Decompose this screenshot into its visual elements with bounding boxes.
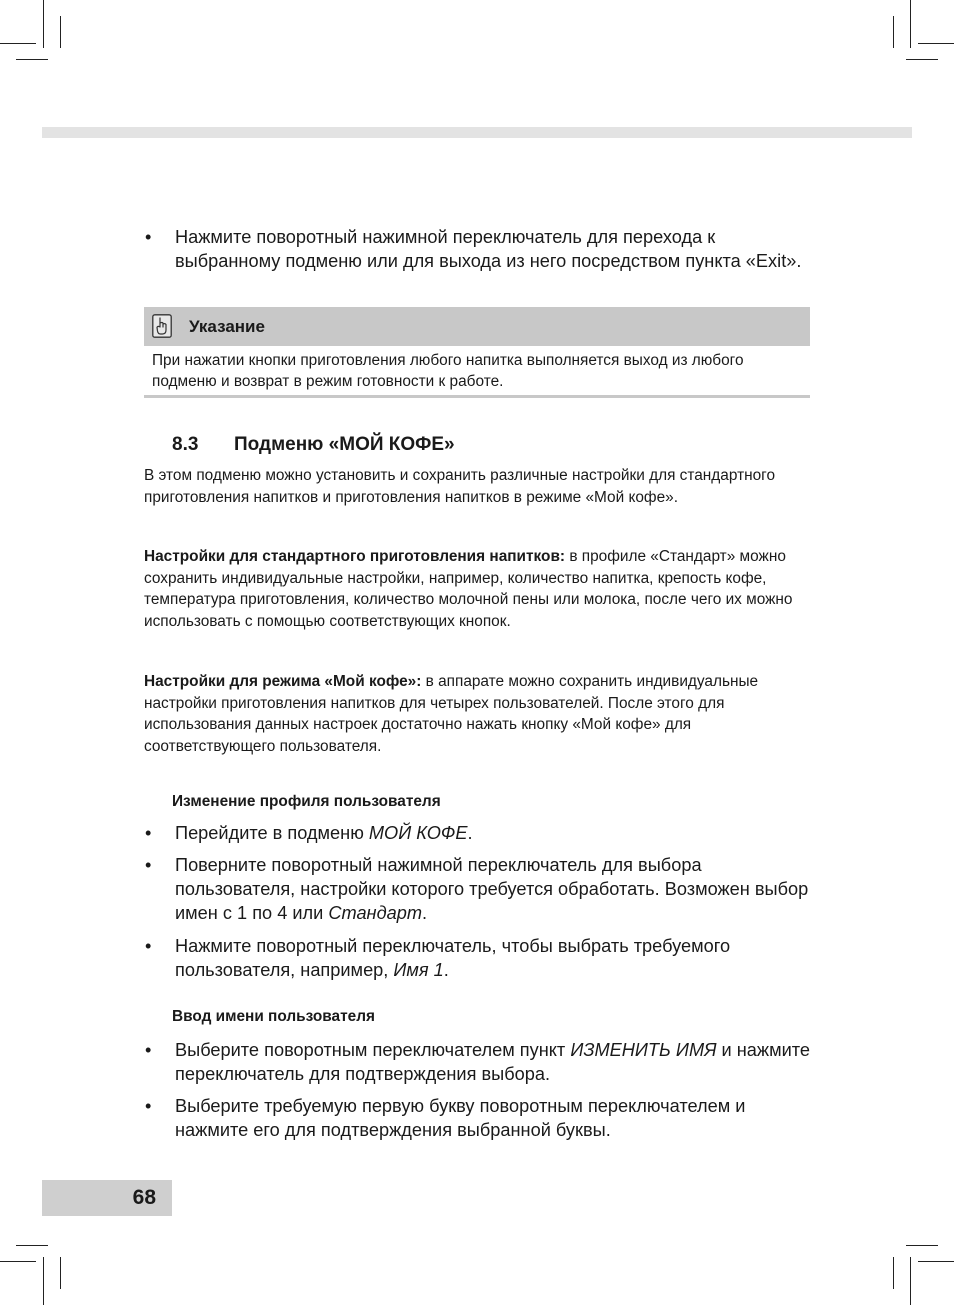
mycoffee-settings-paragraph xyxy=(144,671,810,757)
crop-mark xyxy=(893,16,894,48)
bullet-marker: • xyxy=(145,1040,152,1060)
standard-settings-text: в профиле «Стандарт» можно сохранить индивидуальные настройки, например, количество напитка, крепость кофе, температура приготовления, количество молочной пены или молока, после чего их можно использовать с помощью соответствующих кнопок. xyxy=(144,548,793,630)
standard-settings-label: Настройки для стандартного приготовления напитков: xyxy=(144,548,566,565)
intro-paragraph: В этом подменю можно установить и сохранить различные настройки для стандартного приготовления напитков и приготовления напитков в режиме «Мой кофе». xyxy=(144,467,776,506)
crop-mark xyxy=(918,1261,954,1262)
bullet-marker: • xyxy=(145,855,152,875)
page-number-box xyxy=(42,1180,172,1216)
bullet-first-letter xyxy=(145,1094,811,1142)
name-entry-heading: Ввод имени пользователя xyxy=(172,1008,375,1025)
section-title: Подменю «МОЙ КОФЕ» xyxy=(234,434,455,455)
bullet-text: Нажмите поворотный нажимной переключатель для перехода к выбранному подменю или для выхода из него посредством пункта «Exit». xyxy=(175,227,802,271)
hand-pointing-icon xyxy=(152,314,172,338)
bullet-text: Поверните поворотный нажимной переключатель для выбора пользователя, настройки которого требуется обработать. Возможен выбор имен с 1 по 4 или Стандарт. xyxy=(175,855,809,923)
profile-heading: Изменение профиля пользователя xyxy=(172,793,441,810)
mycoffee-settings-label: Настройки для режима «Мой кофе»: xyxy=(144,673,422,690)
bullet-select-user xyxy=(145,853,811,925)
crop-mark xyxy=(43,1257,44,1305)
crop-mark xyxy=(0,1261,36,1262)
bullet-text: Выберите требуемую первую букву поворотным переключателем и нажмите его для подтверждения выбранной буквы. xyxy=(175,1096,746,1140)
header-bar xyxy=(42,127,912,138)
crop-mark xyxy=(910,1257,911,1305)
section-number: 8.3 xyxy=(172,434,199,455)
crop-mark xyxy=(910,0,911,48)
bullet-marker: • xyxy=(145,227,152,247)
crop-mark xyxy=(60,16,61,48)
crop-mark xyxy=(906,59,938,60)
crop-mark xyxy=(60,1257,61,1289)
crop-mark xyxy=(16,1245,48,1246)
bullet-press-select xyxy=(145,934,811,982)
standard-settings-paragraph xyxy=(144,546,810,632)
bullet-change-name xyxy=(145,1038,811,1086)
bullet-marker: • xyxy=(145,823,152,843)
bullet-exit xyxy=(145,225,811,273)
note-title: Указание xyxy=(189,317,265,336)
bullet-goto-submenu xyxy=(145,821,811,845)
bullet-text: Нажмите поворотный переключатель, чтобы выбрать требуемого пользователя, например, Имя 1. xyxy=(175,936,731,980)
bullet-marker: • xyxy=(145,936,152,956)
bullet-text: Выберите поворотным переключателем пункт ИЗМЕНИТЬ ИМЯ и нажмите переключатель для подтверждения выбора. xyxy=(175,1040,810,1084)
bullet-text: Перейдите в подменю МОЙ КОФЕ. xyxy=(175,823,473,843)
crop-mark xyxy=(0,43,36,44)
crop-mark xyxy=(906,1245,938,1246)
page-number: 68 xyxy=(132,1186,156,1209)
note-text: При нажатии кнопки приготовления любого напитка выполняется выход из любого подменю и возврат в режим готовности к работе. xyxy=(152,352,744,390)
note-bottom-rule xyxy=(144,395,810,398)
crop-mark xyxy=(893,1257,894,1289)
bullet-marker: • xyxy=(145,1096,152,1116)
mycoffee-settings-text: в аппарате можно сохранить индивидуальные настройки приготовления напитков для четырех пользователей. После этого для использования данных настроек достаточно нажать кнопку «Мой кофе» для соответствующего пользователя. xyxy=(144,673,759,755)
crop-mark xyxy=(16,59,48,60)
crop-mark xyxy=(918,43,954,44)
note-header xyxy=(144,307,810,346)
crop-mark xyxy=(43,0,44,48)
